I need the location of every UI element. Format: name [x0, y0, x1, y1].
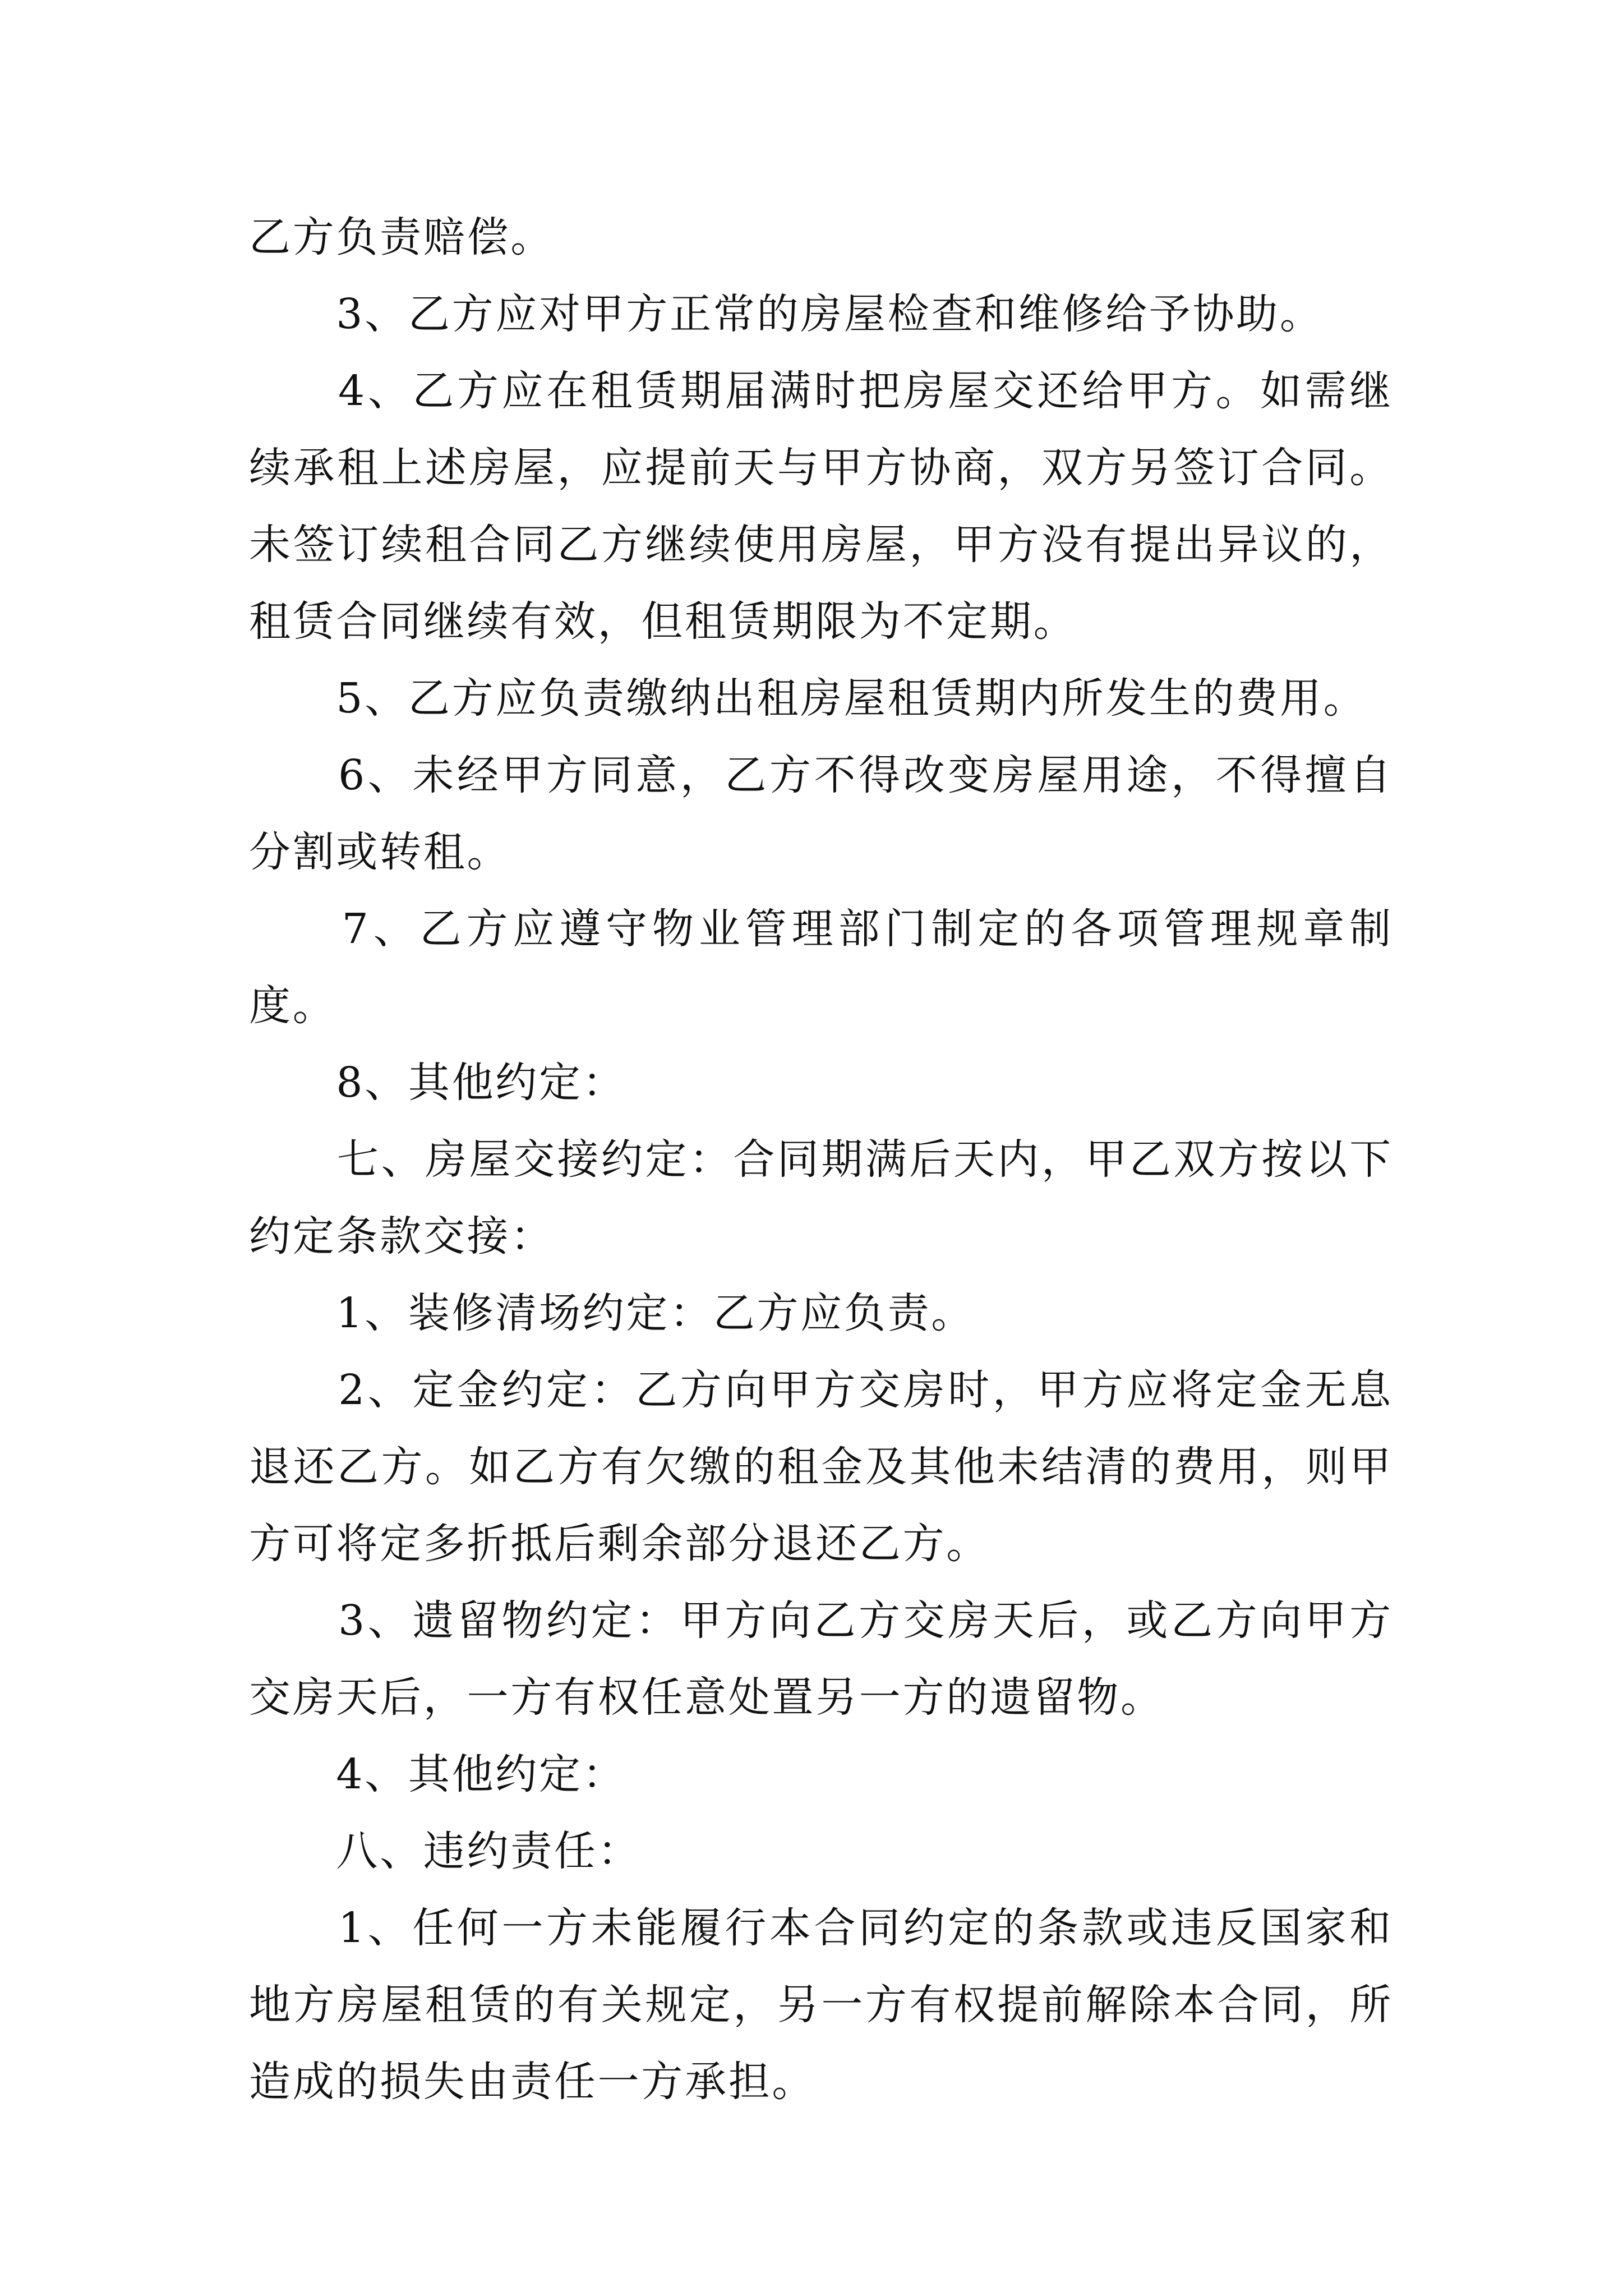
- paragraph: 1、任何一方未能履行本合同约定的条款或违反国家和地方房屋租赁的有关规定，另一方有权提前解除本合同，所造成的损失由责任一方承担。: [249, 1904, 1393, 2106]
- paragraph: 5、乙方应负责缴纳出租房屋租赁期内所发生的费用。: [249, 674, 1367, 723]
- paragraph: 乙方负责赔偿。: [249, 213, 554, 261]
- paragraph: 2、定金约定：乙方向甲方交房时，甲方应将定金无息退还乙方。如乙方有欠缴的租金及其他未结清的费用，则甲方可将定多折抵后剩余部分退还乙方。: [249, 1366, 1393, 1568]
- paragraph: 3、遗留物约定：甲方向乙方交房天后，或乙方向甲方交房天后，一方有权任意处置另一方的遗留物。: [249, 1596, 1393, 1722]
- section-heading-paragraph: 八、违约责任：: [249, 1827, 642, 1875]
- paragraph: 4、乙方应在租赁期届满时把房屋交还给甲方。如需继续承租上述房屋，应提前天与甲方协商，双方另签订合同。未签订续租合同乙方继续使用房屋，甲方没有提出异议的，租赁合同继续有效，但租赁期限为不定期。: [249, 367, 1393, 646]
- section-heading-paragraph: 七、房屋交接约定：合同期满后天内，甲乙双方按以下约定条款交接：: [249, 1135, 1393, 1260]
- paragraph: 3、乙方应对甲方正常的房屋检查和维修给予协助。: [249, 290, 1324, 338]
- paragraph: 7、乙方应遵守物业管理部门制定的各项管理规章制度。: [249, 905, 1393, 1030]
- paragraph: 8、其他约定：: [249, 1059, 626, 1107]
- document-body: [249, 199, 1393, 2120]
- paragraph: 1、装修清场约定：乙方应负责。: [249, 1289, 975, 1337]
- paragraph: 6、未经甲方同意，乙方不得改变房屋用途，不得擅自分割或转租。: [249, 751, 1393, 876]
- paragraph: 4、其他约定：: [249, 1750, 626, 1798]
